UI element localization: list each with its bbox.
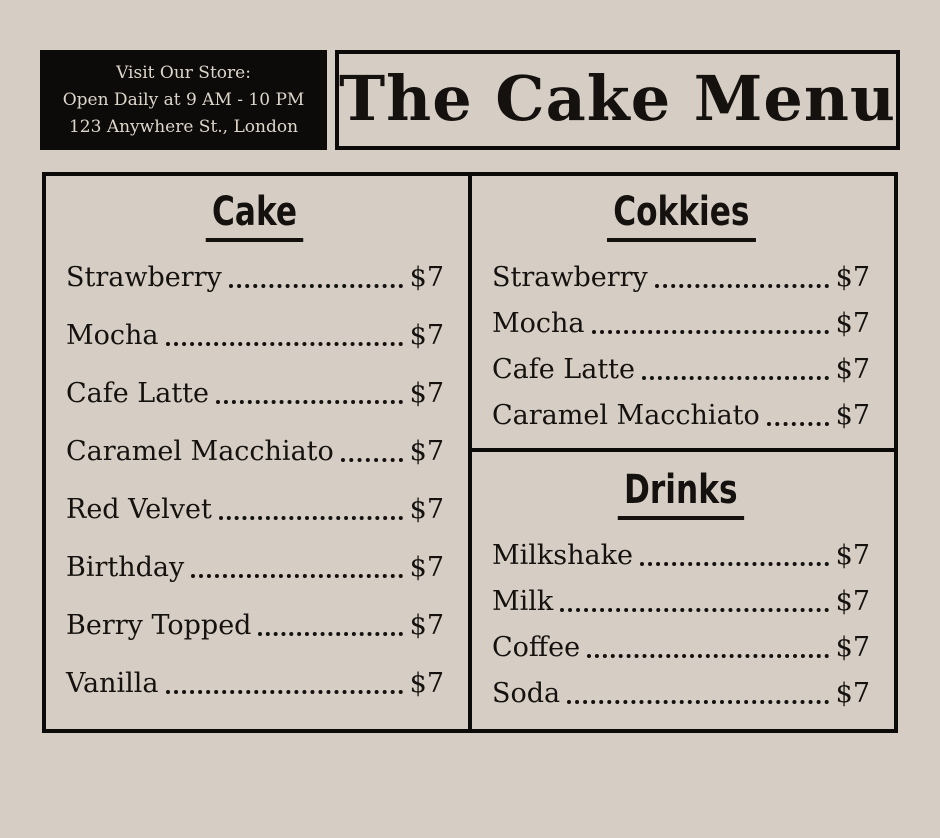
- section-drinks: [472, 452, 894, 729]
- menu-item: [492, 582, 870, 622]
- item-name: Vanilla: [66, 668, 159, 699]
- section-title: Cake: [206, 188, 304, 242]
- section-title: Cokkies: [607, 188, 756, 242]
- item-price: $7: [835, 632, 870, 663]
- store-info-line: Visit Our Store:: [116, 62, 251, 83]
- item-price: $7: [409, 552, 444, 583]
- menu-item: [492, 536, 870, 576]
- store-info-box: [40, 50, 327, 150]
- item-name: Red Velvet: [66, 494, 212, 525]
- menu-item: [66, 316, 444, 356]
- leader-dots: [560, 608, 828, 612]
- menu-item: [492, 628, 870, 668]
- item-name: Coffee: [492, 632, 581, 663]
- leader-dots: [341, 458, 403, 462]
- section-cokkies: [472, 176, 894, 452]
- header: [40, 50, 900, 150]
- leader-dots: [587, 654, 829, 658]
- item-price: $7: [409, 320, 444, 351]
- leader-dots: [767, 422, 829, 426]
- leader-dots: [640, 562, 829, 566]
- leader-dots: [216, 400, 403, 404]
- item-price: $7: [835, 540, 870, 571]
- store-info-line: 123 Anywhere St., London: [68, 116, 299, 137]
- menu-item: [66, 606, 444, 646]
- item-price: $7: [409, 494, 444, 525]
- item-name: Milkshake: [492, 540, 633, 571]
- menu-item: [66, 258, 444, 298]
- menu-item: [66, 664, 444, 704]
- menu-item: [492, 396, 870, 436]
- section-drinks-items: [492, 536, 870, 714]
- item-name: Soda: [492, 678, 561, 709]
- item-price: $7: [835, 586, 870, 617]
- right-column: [472, 176, 894, 729]
- leader-dots: [191, 574, 402, 578]
- menu-item: [492, 304, 870, 344]
- item-price: $7: [409, 262, 444, 293]
- item-price: $7: [409, 378, 444, 409]
- leader-dots: [166, 690, 403, 694]
- menu-item: [492, 258, 870, 298]
- section-cokkies-items: [492, 258, 870, 436]
- section-cake-header: [66, 188, 444, 242]
- leader-dots: [166, 342, 403, 346]
- leader-dots: [567, 700, 829, 704]
- item-price: $7: [409, 610, 444, 641]
- leader-dots: [219, 516, 403, 520]
- menu-title-box: [335, 50, 900, 150]
- menu-poster: [0, 50, 940, 838]
- item-name: Strawberry: [66, 262, 222, 293]
- leader-dots: [655, 284, 829, 288]
- section-cokkies-header: [492, 188, 870, 242]
- item-name: Cafe Latte: [66, 378, 210, 409]
- leader-dots: [229, 284, 403, 288]
- item-price: $7: [835, 354, 870, 385]
- item-name: Milk: [492, 586, 554, 617]
- menu-item: [492, 674, 870, 714]
- menu-item: [66, 490, 444, 530]
- store-info-line: Open Daily at 9 AM - 10 PM: [62, 89, 305, 110]
- item-name: Birthday: [66, 552, 185, 583]
- menu-item: [66, 548, 444, 588]
- section-title: Drinks: [618, 466, 744, 520]
- menu-item: [66, 374, 444, 414]
- item-price: $7: [835, 262, 870, 293]
- menu-body: [42, 172, 898, 733]
- item-name: Strawberry: [492, 262, 648, 293]
- section-cake: [46, 176, 472, 729]
- leader-dots: [642, 376, 829, 380]
- item-name: Caramel Macchiato: [66, 436, 334, 467]
- page-title: The Cake Menu: [339, 61, 896, 135]
- item-price: $7: [409, 668, 444, 699]
- item-name: Berry Topped: [66, 610, 252, 641]
- item-name: Mocha: [66, 320, 159, 351]
- menu-item: [492, 350, 870, 390]
- item-name: Caramel Macchiato: [492, 400, 760, 431]
- item-name: Mocha: [492, 308, 585, 339]
- section-drinks-header: [492, 466, 870, 520]
- item-price: $7: [835, 678, 870, 709]
- item-name: Cafe Latte: [492, 354, 636, 385]
- menu-item: [66, 432, 444, 472]
- item-price: $7: [835, 308, 870, 339]
- leader-dots: [592, 330, 829, 334]
- item-price: $7: [835, 400, 870, 431]
- item-price: $7: [409, 436, 444, 467]
- section-cake-items: [66, 258, 444, 704]
- leader-dots: [258, 632, 402, 636]
